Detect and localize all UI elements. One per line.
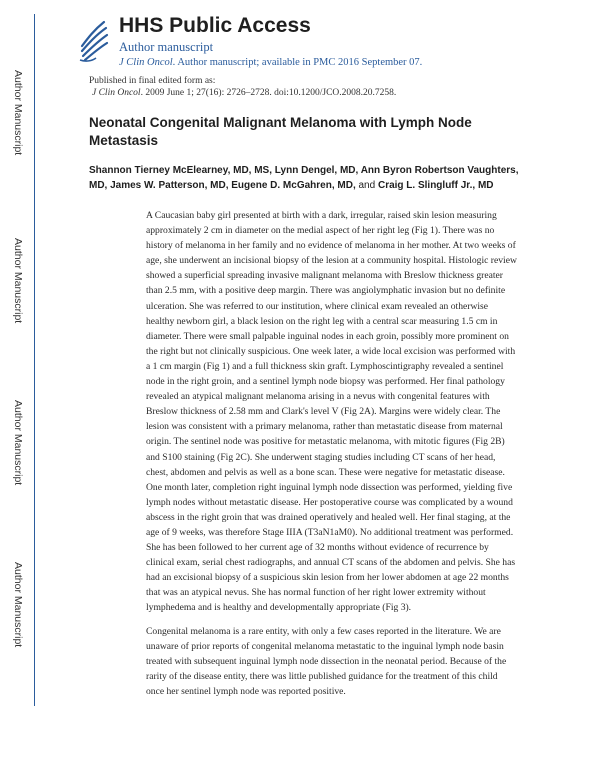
publication-note: Published in final edited form as:: [89, 76, 216, 86]
page-header-title: HHS Public Access: [119, 14, 311, 37]
header-journal: J Clin Oncol: [119, 57, 173, 68]
article-title: Neonatal Congenital Malignant Melanoma with Lymph Node Metastasis: [89, 115, 472, 148]
header-availability: [119, 56, 422, 69]
header-availability-text: . Author manuscript; available in PMC 2016 September 07.: [172, 57, 423, 68]
side-label-author-manuscript: Author Manuscript: [12, 562, 24, 648]
publication-citation: [92, 87, 396, 99]
header-subtitle: Author manuscript: [119, 40, 214, 54]
authors-main: Shannon Tierney McElearney, MD, MS, Lynn Dengel, MD, Ann Byron Robertson Vaughters, MD, James W. Patterson, MD, Eugene D. McGahren, MD,: [89, 165, 519, 191]
side-divider: [34, 14, 35, 706]
body-paragraph: Congenital melanoma is a rare entity, with only a few cases reported in the literature. We are unaware of prior reports of congenital melanoma metastatic to the inguinal lymph node basin treated with subsequent inguinal lymph node dissection in the neonatal period. Because of the rarity of the disease entity, there was little published guidance for the treatment of this child once her sentinel lymph node was reported positive.: [146, 625, 507, 697]
hhs-eagle-logo-icon: [78, 16, 110, 64]
citation-journal: J Clin Oncol: [92, 88, 141, 98]
article-body: [146, 208, 518, 707]
side-label-author-manuscript: Author Manuscript: [12, 400, 24, 486]
side-label-author-manuscript: Author Manuscript: [12, 238, 24, 324]
authors-last: Craig L. Slingluff Jr., MD: [377, 180, 494, 191]
author-list: [89, 163, 529, 193]
authors-and: and: [355, 180, 378, 191]
side-label-author-manuscript: Author Manuscript: [12, 70, 24, 156]
citation-details: . 2009 June 1; 27(16): 2726–2728. doi:10.1200/JCO.2008.20.7258.: [140, 88, 397, 98]
body-paragraph: A Caucasian baby girl presented at birth with a dark, irregular, raised skin lesion measuring approximately 2 cm in diameter on the medial aspect of her right leg (Fig 1). There was no history of melanoma in her family and no evidence of melanoma in her mother. At two weeks of age, she underwent an incisional biopsy of the lesion at a community hospital. Histologic review showed a superficial spreading invasive malignant melanoma with Breslow thickness greater than 2.5 mm, with a positive deep margin. There was angiolymphatic invasion but no definite ulceration. She was referred to our institution, where clinical exam revealed an otherwise healthy newborn girl, a black lesion on the right leg with a central scar measuring 1.5 cm in diameter. There were small palpable inguinal nodes in each groin, possibly more prominent on the right but not clinically suspicious. One week later, a wide local excision was performed with a 1 cm margin (Fig 1) and a full thickness skin graft. Lymphoscintigraphy revealed a sentinel node in the right groin, and a sentinel lymph node biopsy was performed. Her final pathology revealed an atypical malignant melanoma arising in a nevus with congenital features with Breslow thickness of 2.58 mm and Clark's level V (Fig 2A). Margins were widely clear. The lesion was consistent with a primary melanoma, rather than metastatic disease from maternal origin. The sentinel node was positive for metastatic melanoma, with mitotic figures (Fig 2B) and S100 staining (Fig 2C). She underwent staging studies including CT scans of her head, chest, abdomen and pelvis as well as a bone scan. These were negative for metastatic disease. One month later, completion right inguinal lymph node dissection was performed, yielding five lymph nodes without metastatic disease. Her postoperative course was complicated by a wound abscess in the right groin that was drained operatively and healed well. Her final staging, at the age of 9 weeks, was therefore Stage IIIA (T3aN1aM0). No additional treatment was performed. She has been followed to her current age of 32 months without evidence of recurrence by clinical exam, serial chest radiographs, and annual CT scans of the abdomen and pelvis. She has had an excisional biopsy of a suspicious skin lesion from her lower abdomen at age 22 months that was an atypical nevus. She has normal function of her right lower extremity without lymphedema and is healthy and developmentally appropriate (Fig 3).: [146, 210, 517, 614]
